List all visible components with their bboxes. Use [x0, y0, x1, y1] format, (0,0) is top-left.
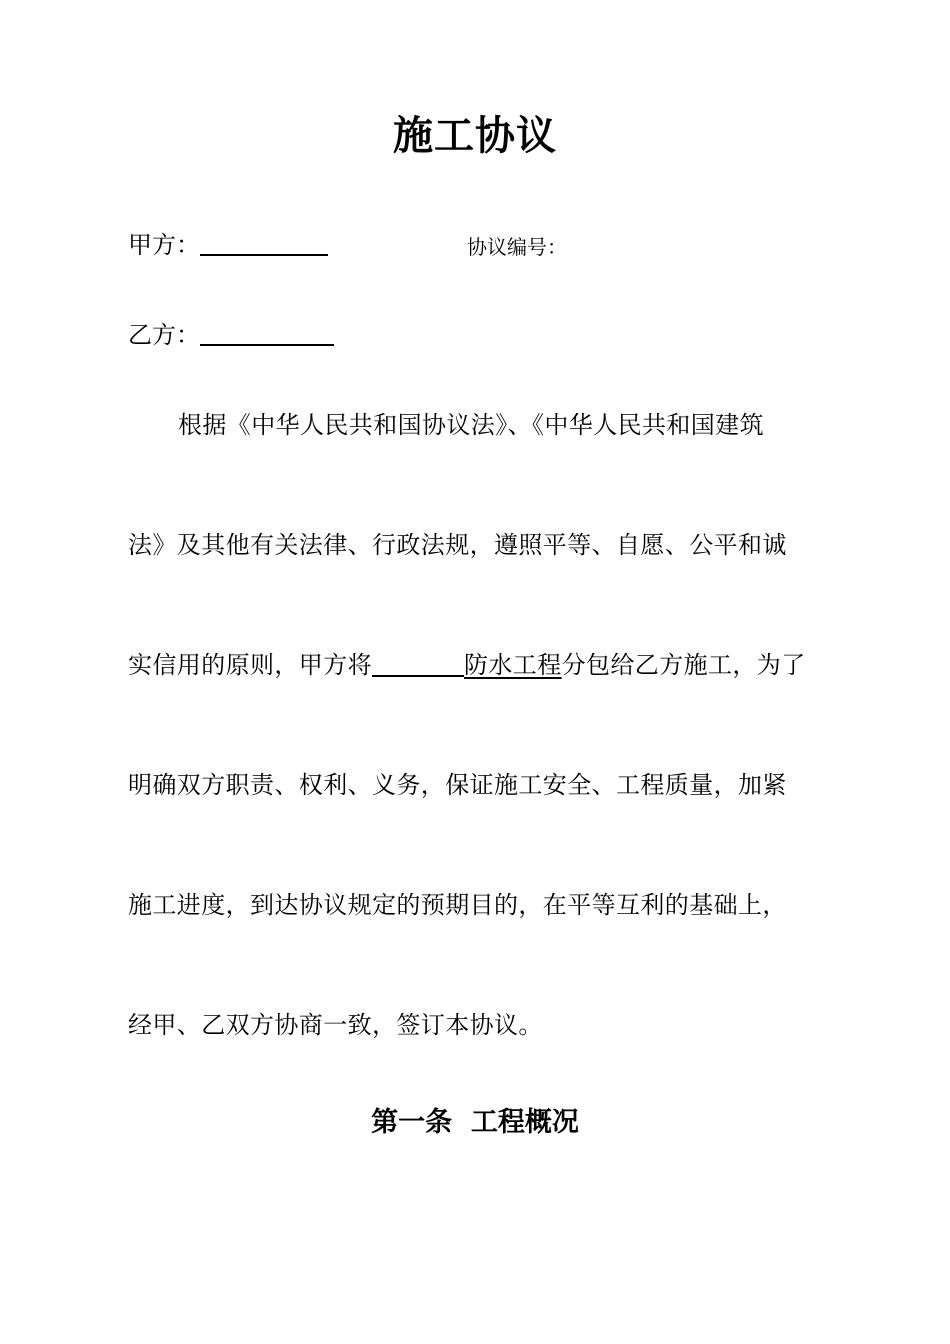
paragraph-line-5: 施工进度，到达协议规定的预期目的，在平等互利的基础上， — [128, 891, 787, 919]
party-a-line — [128, 228, 328, 262]
paragraph-line-3-after: 分包给乙方施工，为了 — [561, 651, 806, 679]
agreement-number-label: 协议编号： — [467, 235, 567, 259]
paragraph-line-1: 根据《中华人民共和国协议法》、《中华人民共和国建筑 — [178, 411, 764, 439]
section-heading: 第一条 工程概况 — [371, 1107, 579, 1138]
party-a-blank — [200, 228, 328, 256]
paragraph-line-2: 法》及其他有关法律、行政法规，遵照平等、自愿、公平和诚 — [128, 531, 787, 559]
party-b-label: 乙方： — [128, 321, 200, 349]
document-title: 施工协议 — [393, 112, 557, 159]
party-b-line — [128, 318, 334, 352]
project-name-blank — [372, 648, 464, 677]
party-a-label: 甲方： — [128, 231, 200, 259]
paragraph-line-6: 经甲、乙双方协商一致，签订本协议。 — [128, 1011, 543, 1039]
paragraph-line-4: 明确双方职责、权利、义务，保证施工安全、工程质量，加紧 — [128, 771, 787, 799]
project-name-field: 防水工程 — [464, 651, 562, 679]
paragraph-line-3 — [128, 648, 832, 682]
party-b-blank — [200, 318, 334, 346]
paragraph-line-3-before: 实信用的原则，甲方将 — [128, 651, 372, 679]
